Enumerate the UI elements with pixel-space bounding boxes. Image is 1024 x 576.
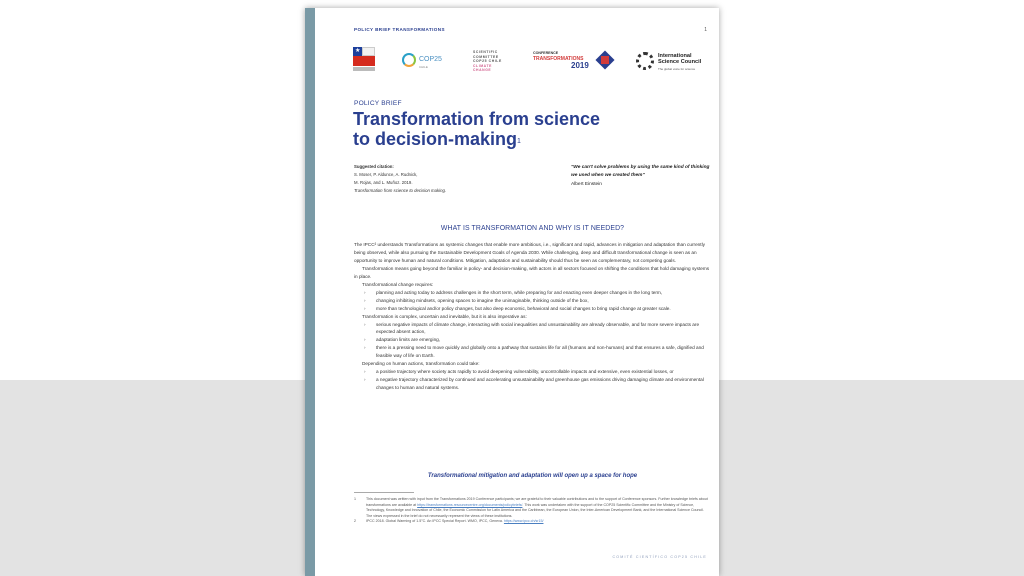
epigraph-quote: "We can't solve problems by using the same kind of thinking we used when we created them" Albert Einstein [571, 164, 716, 189]
footnote-1: 1 This document was written with input from the Transformations 2019 Conference participants; we are grateful to their valuable contributions and to the support of Conference sponsors. Further knowledge briefs about transformations are available at https://transformations.resourcecentre.org/documents/policybriefs/. This work was undertaken with the support of the COP25 Scientific Committee and the Ministry of Science, Technology, Knowledge and Innovation of Chile, the Economic Commission for Latin America and the Caribbean, the European Union, the Inter-American Development Bank, and the International Science Council. The views expressed in the brief do not necessarily represent the views of these institutions. [354, 497, 708, 518]
cop25-logo: COP25 CHILE [402, 52, 452, 76]
list-item: › planning and acting today to address challenges in the short term, while preparing for and enacting even deeper changes in the long term, [364, 289, 663, 295]
list-item: › a negative trajectory characterized by continued and accelerating unsustainability and greenhouse gas emissions driving damaging climate and environmental changes to human and natural systems. [364, 377, 704, 391]
isc-logo: International Science Council The global voice for science [636, 52, 712, 76]
running-head: POLICY BRIEF TRANSFORMATIONS [354, 27, 445, 32]
paragraph: The IPCC² understands Transformations as systemic changes that enable more ambitious, i.e., significant and rapid, advances in mitigation and adaptation than currently being observed, while also pursuing the Sustainable Development Goals of Agenda 2030. While challenging, deep and difficult transformational change is seen as an opportunity to improve human and natural conditions. Mitigation, adaptation and sustainability should thus be seen as complementary, not competing goals. [354, 242, 705, 263]
document-type-label: POLICY BRIEF [354, 100, 402, 107]
list-intro: Transformational change requires: [362, 281, 434, 287]
chevron-right-icon: › [364, 321, 366, 327]
list-item: › changing inhibiting mindsets, opening spaces to imagine the unimaginable, thinking outside of the box, [364, 297, 589, 303]
footer-mark: COMITÉ CIENTÍFICO COP25 CHILE [612, 555, 707, 559]
footnote-2: 2 IPCC 2018. Global Warming of 1.5°C. An IPCC Special Report. WMO, IPCC, Geneva. https://www.ipcc.ch/sr15/ [354, 519, 544, 524]
list-item: › serious negative impacts of climate change, interacting with social inequalities and unsustainability are already observable, and far more severe impacts are expected absent action, [364, 321, 700, 335]
paragraph: Transformation means going beyond the familiar in policy- and decision-making, with actors in all sectors focused on shifting the conditions that hold damaging systems in place. [354, 265, 710, 279]
scientific-committee-logo: SCIENTIFIC COMMITTEE COP25 CHILE CLIMATE CHANGE [473, 50, 502, 72]
title-footnote-ref: 1 [517, 137, 521, 145]
bullet-list [354, 321, 711, 361]
footnote-link[interactable]: https://www.ipcc.ch/sr15/ [503, 519, 544, 524]
list-item: › there is a pressing need to move quickly and globally onto a pathway that sustains life for all (humans and non-humans) and that ensures a safe, dignified and feasible way of life on Earth. [364, 345, 704, 359]
closing-statement: Transformational mitigation and adaptation will open up a space for hope [427, 473, 638, 479]
chile-government-logo: ★ [353, 47, 375, 76]
footnote-divider [354, 492, 414, 493]
chevron-right-icon: › [364, 337, 366, 343]
chevron-right-icon: › [364, 345, 366, 351]
list-item: › adaptation limits are emerging, [364, 337, 441, 343]
page-number: 1 [704, 27, 707, 33]
footnote-link[interactable]: https://transformations.resourcecentre.org/documents/policybriefs/ [417, 502, 523, 507]
chevron-right-icon: › [364, 305, 366, 311]
suggested-citation: Suggested citation: S. Moser, P. Aldunce, A. Rudnick, M. Rojas, and L. Muñoz. 2019. Transformation from science to decision making. [354, 164, 447, 193]
chevron-right-icon: › [364, 289, 366, 295]
bullet-list [354, 289, 711, 313]
bullet-list [354, 368, 711, 392]
page-side-stripe [305, 8, 315, 576]
chevron-right-icon: › [364, 369, 366, 375]
list-item: › a positive trajectory where society acts rapidly to avoid deepening vulnerability, uncontrollable impacts and extensive, even existential losses, or [364, 369, 674, 375]
list-intro: Depending on human actions, transformation could take: [362, 361, 480, 367]
footnotes [354, 497, 711, 525]
isc-dots-icon [636, 52, 654, 70]
document-title: Transformation from science to decision-making$^1$ [353, 109, 601, 149]
chevron-right-icon: › [364, 297, 366, 303]
body-text [354, 241, 711, 392]
section-heading: WHAT IS TRANSFORMATION AND WHY IS IT NEEDED? [440, 225, 625, 232]
cop25-ring-icon [402, 53, 416, 67]
document-page [305, 8, 719, 576]
quote-author: Albert Einstein [571, 181, 602, 187]
transformations-2019-logo: CONFERENCE TRANSFORMATIONS 2019 [533, 51, 617, 75]
list-intro: Transformation is complex, uncertain and inevitable, but it is also imperative as: [362, 313, 527, 319]
list-item: › more than technological and/or policy changes, but also deep economic, behavioral and social changes to bring rapid change at greater scale. [364, 305, 671, 311]
chevron-right-icon: › [364, 377, 366, 383]
